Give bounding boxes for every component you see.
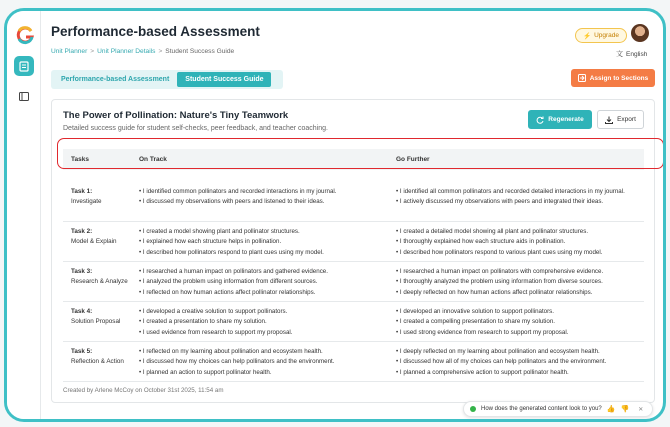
regenerate-label: Regenerate <box>548 116 584 123</box>
list-item: • I discussed how all of my choices can help pollinators and the environment. <box>396 357 641 367</box>
go-further-list <box>396 227 641 258</box>
list-item: • I created a model showing plant and pollinator structures. <box>139 227 379 237</box>
task-name: Investigate <box>71 198 102 205</box>
list-item: • I planned a comprehensive action to support pollinator health. <box>396 368 641 378</box>
list-item: • I used evidence from research to support my proposal. <box>139 328 379 338</box>
table-row <box>63 262 644 302</box>
list-item: • I reflected on how human actions affect pollinator relationships. <box>139 288 379 298</box>
task-name: Reflection & Action <box>71 358 124 365</box>
go-further-list <box>396 347 641 378</box>
list-item: • I described how pollinators respond to various plant cues using my model. <box>396 248 641 258</box>
language-label: English <box>626 50 648 58</box>
list-item: • I thoroughly analyzed the problem using information from diverse sources. <box>396 277 641 287</box>
column-header-on-track: On Track <box>139 156 167 163</box>
rail-planner-button[interactable] <box>14 56 34 76</box>
app-logo-icon <box>15 25 35 45</box>
on-track-list <box>139 187 379 208</box>
translate-icon: 文 <box>616 51 623 58</box>
list-item: • I explained how each structure helps in pollination. <box>139 237 379 247</box>
list-item: • I thoroughly explained how each structure aids in pollination. <box>396 237 641 247</box>
column-header-tasks: Tasks <box>71 156 89 163</box>
list-item: • I identified all common pollinators and recorded detailed interactions in my journal. <box>396 187 641 197</box>
list-item: • I developed a creative solution to support pollinators. <box>139 307 379 317</box>
thumbs-up-icon[interactable]: 👍 <box>606 406 616 413</box>
task-number: Task 1: <box>71 188 93 195</box>
list-item: • I created a detailed model showing all plant and pollinator structures. <box>396 227 641 237</box>
rail-library-button[interactable] <box>14 86 34 106</box>
lightning-icon: ⚡ <box>583 32 592 40</box>
list-item: • I described how pollinators respond to plant cues using my model. <box>139 248 379 258</box>
download-icon <box>605 116 613 124</box>
upgrade-label: Upgrade <box>594 32 620 39</box>
highlight-box <box>57 138 664 169</box>
export-label: Export <box>617 116 636 123</box>
list-item: • I analyzed the problem using information from different sources. <box>139 277 379 287</box>
task-number: Task 5: <box>71 348 93 355</box>
table-row <box>63 222 644 262</box>
on-track-list <box>139 267 379 298</box>
export-button[interactable] <box>597 110 644 129</box>
list-item: • I researched a human impact on pollinators with comprehensive evidence. <box>396 267 641 277</box>
list-item: • I identified common pollinators and recorded interactions in my journal. <box>139 187 379 197</box>
column-header-go-further: Go Further <box>396 156 430 163</box>
assign-icon <box>578 74 586 82</box>
regenerate-button[interactable] <box>528 110 592 129</box>
list-item: • I created a presentation to share my solution. <box>139 317 379 327</box>
task-rows <box>63 182 644 382</box>
breadcrumb: Unit Planner > Unit Planner Details > Student Success Guide <box>51 48 235 55</box>
task-cell <box>71 347 131 367</box>
feedback-widget <box>463 401 653 417</box>
created-by-text: Created by Arlene McCoy on October 31st 2025, 11:54 am <box>63 387 224 394</box>
tab-bar <box>51 70 283 89</box>
breadcrumb-unit-planner-details[interactable]: Unit Planner Details <box>97 48 156 55</box>
task-number: Task 2: <box>71 228 93 235</box>
language-selector[interactable] <box>616 49 647 59</box>
on-track-list <box>139 227 379 258</box>
task-cell <box>71 227 131 247</box>
main-area <box>41 11 663 419</box>
task-cell <box>71 187 131 207</box>
list-item: • I discussed my observations with peers and listened to their ideas. <box>139 197 379 207</box>
page-title: Performance-based Assessment <box>51 24 260 39</box>
document-icon <box>19 61 29 72</box>
list-item: • I developed an innovative solution to support pollinators. <box>396 307 641 317</box>
list-item: • I created a compelling presentation to share my solution. <box>396 317 641 327</box>
table-row <box>63 302 644 342</box>
thumbs-down-icon[interactable]: 👎 <box>620 406 630 413</box>
success-guide-card <box>51 99 655 403</box>
list-item: • I actively discussed my observations with peers and integrated their ideas. <box>396 197 641 207</box>
task-cell <box>71 267 131 287</box>
tab-performance-assessment[interactable]: Performance-based Assessment <box>61 76 170 83</box>
task-name: Research & Analyze <box>71 278 128 285</box>
go-further-list <box>396 307 641 338</box>
tab-student-success-guide[interactable]: Student Success Guide <box>177 72 271 87</box>
breadcrumb-current: Student Success Guide <box>165 48 235 55</box>
list-item: • I used strong evidence from research to support my proposal. <box>396 328 641 338</box>
list-item: • I deeply reflected on how human actions affect pollinator relationships. <box>396 288 641 298</box>
list-item: • I reflected on my learning about pollination and ecosystem health. <box>139 347 379 357</box>
list-item: • I deeply reflected on my learning about pollination and ecosystem health. <box>396 347 641 357</box>
status-dot-icon <box>470 406 476 412</box>
table-header <box>63 149 644 170</box>
go-further-list <box>396 187 641 208</box>
list-item: • I discussed how my choices can help pollinators and the environment. <box>139 357 379 367</box>
avatar[interactable] <box>631 24 649 42</box>
close-icon[interactable]: ✕ <box>638 406 644 413</box>
task-number: Task 4: <box>71 308 93 315</box>
on-track-list <box>139 307 379 338</box>
app-frame <box>4 8 666 422</box>
table-row <box>63 342 644 382</box>
guide-title: The Power of Pollination: Nature's Tiny Teamwork <box>63 110 289 121</box>
list-item: • I planned an action to support pollinator health. <box>139 368 379 378</box>
task-name: Solution Proposal <box>71 318 121 325</box>
assign-to-sections-button[interactable] <box>571 69 655 87</box>
assign-label: Assign to Sections <box>589 74 649 82</box>
task-name: Model & Explain <box>71 238 117 245</box>
go-further-list <box>396 267 641 298</box>
left-rail <box>7 11 41 419</box>
task-cell <box>71 307 131 327</box>
on-track-list <box>139 347 379 378</box>
breadcrumb-unit-planner[interactable]: Unit Planner <box>51 48 88 55</box>
task-number: Task 3: <box>71 268 93 275</box>
table-row <box>63 182 644 222</box>
book-icon <box>19 92 29 101</box>
guide-subtitle: Detailed success guide for student self-checks, peer feedback, and teacher coaching. <box>63 125 328 132</box>
upgrade-button[interactable] <box>575 28 627 43</box>
list-item: • I researched a human impact on pollinators and gathered evidence. <box>139 267 379 277</box>
refresh-icon <box>536 116 544 124</box>
feedback-question: How does the generated content look to you? <box>481 406 602 412</box>
